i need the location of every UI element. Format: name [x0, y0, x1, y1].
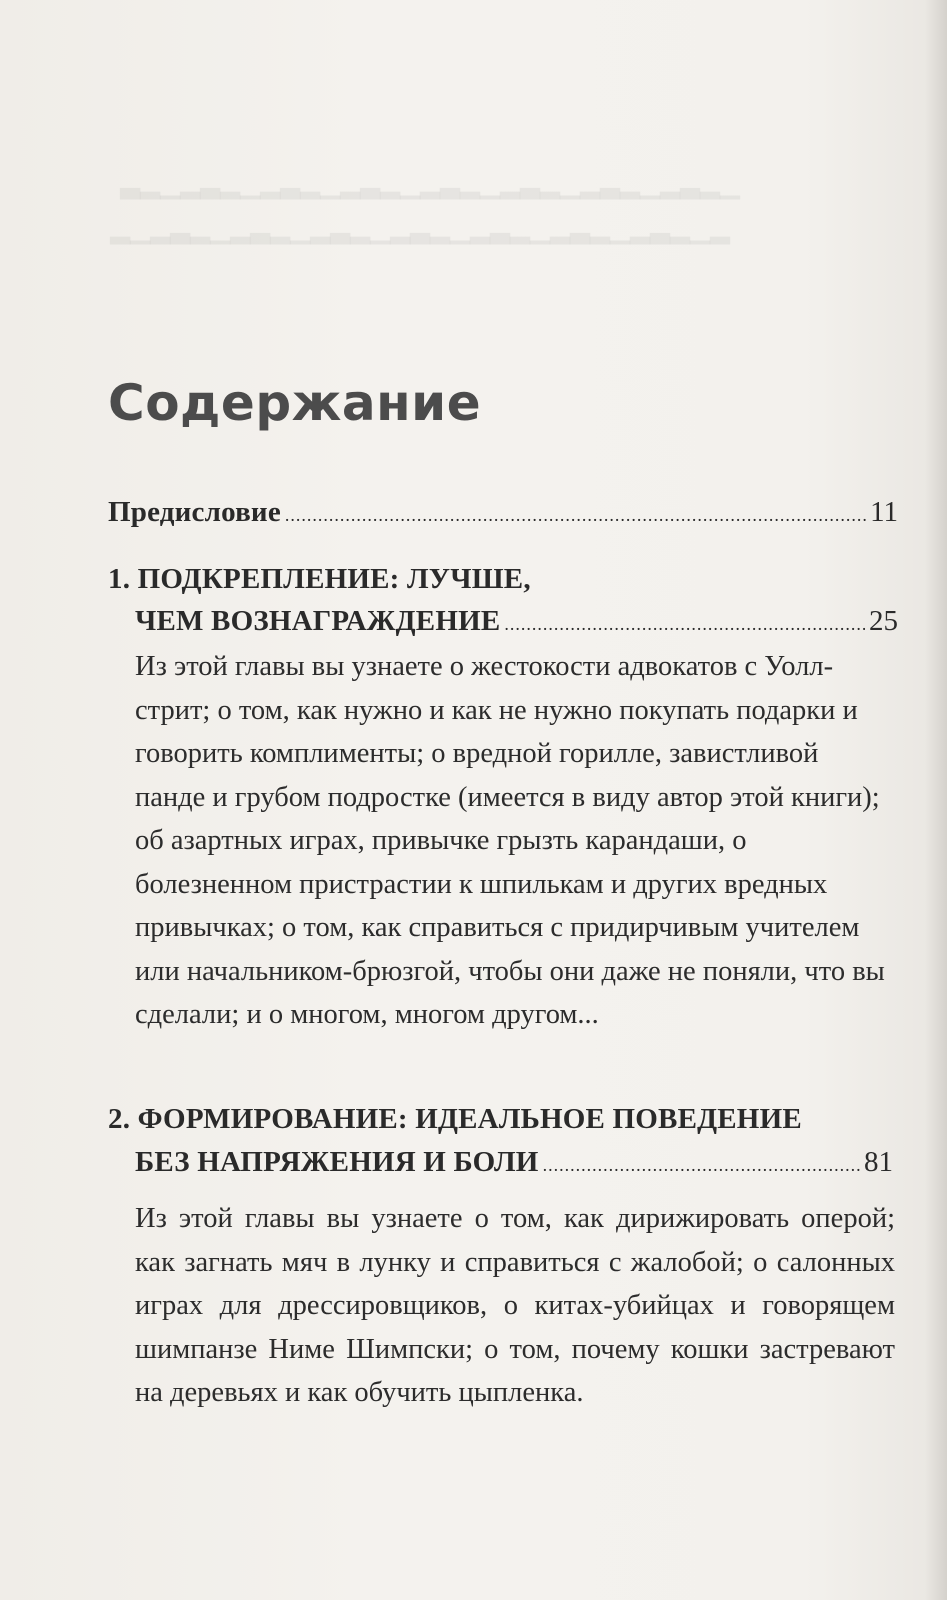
dot-leader	[543, 1155, 860, 1176]
page-edge-shadow	[925, 0, 947, 1600]
toc-entry-chapter-2[interactable]	[135, 1146, 893, 1179]
toc-entry-chapter-1[interactable]	[135, 605, 898, 638]
toc-chapter-2-title-line1[interactable]: 2. ФОРМИРОВАНИЕ: ИДЕАЛЬНОЕ ПОВЕДЕНИЕ	[108, 1103, 802, 1135]
toc-chapter-1-description: Из этой главы вы узнаете о жестокости адвокатов с Уолл-стрит; о том, как нужно и как не нужно покупать подарки и говорить комплименты; о вредной горилле, завистливой панде и грубом подростке (имеется в виду автор этой книги); об азартных играх, привычке грызть карандаши, о болезненном пристрастии к шпилькам и других вредных привычках; о том, как справиться с придирчивым учителем или начальником-брюзгой, чтобы они даже не поняли, что вы сделали; и о многом, многом другом...	[135, 651, 885, 1030]
toc-page-number: 25	[869, 605, 898, 637]
toc-page-number: 11	[870, 496, 898, 528]
toc-chapter-1-title-line2: ЧЕМ ВОЗНАГРАЖДЕНИЕ	[135, 605, 501, 637]
toc-chapter-1-title-line1[interactable]: 1. ПОДКРЕПЛЕНИЕ: ЛУЧШЕ,	[108, 563, 531, 595]
toc-entry-preface[interactable]	[108, 496, 898, 529]
dot-leader	[504, 614, 865, 635]
toc-chapter-2-title-line2: БЕЗ НАПРЯЖЕНИЯ И БОЛИ	[135, 1146, 539, 1178]
toc-chapter-2-description: Из этой главы вы узнаете о том, как дирижировать оперой; как загнать мяч в лунку и справиться с жалобой; о салонных играх для дрессировщиков, о китах-убийцах и говорящем шимпанзе Ниме Шимпски; о том, почему кошки застревают на деревьях и как обучить цыпленка.	[135, 1203, 895, 1408]
toc-page-number: 81	[864, 1146, 893, 1178]
dot-leader	[285, 505, 866, 526]
show-through-texture: ▁▂▃▂▁▂▃▂▁▂▃▂▁▂▃▂▁▂▃▂▁▂▃▂▁▂▃▂▁▂▃	[120, 170, 740, 200]
page-title: Содержание	[108, 374, 482, 432]
show-through-texture: ▂▁▂▃▂▁▂▃▂▁▂▃▂▁▂▃▂▁▂▃▂▁▂▃▂▁▂▃▂▁▂	[110, 215, 730, 245]
toc-entry-title: Предисловие	[108, 496, 281, 528]
